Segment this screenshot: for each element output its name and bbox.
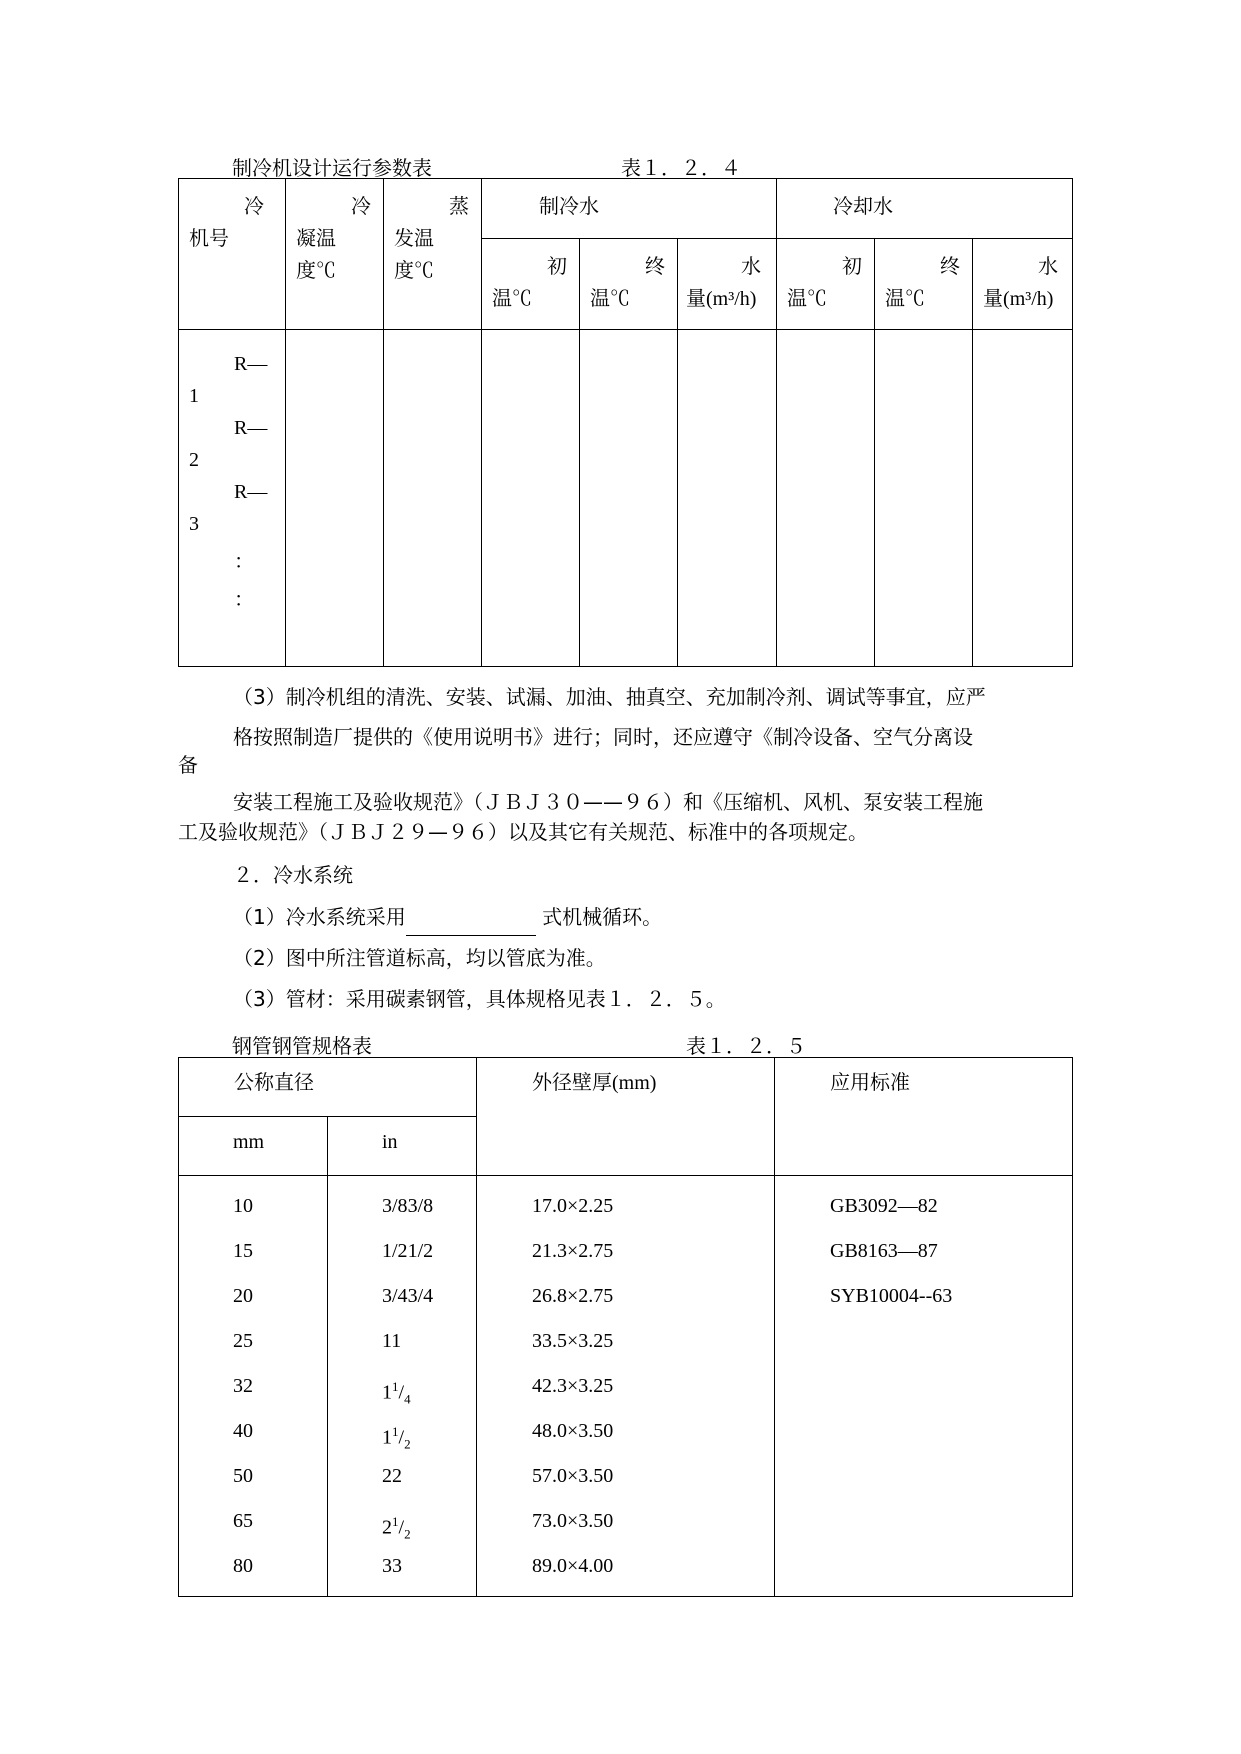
chilled-flow-cell — [678, 330, 777, 667]
unit-row: R— 3 — [189, 481, 268, 535]
mm-value: 20 — [233, 1285, 253, 1307]
header-in: in — [328, 1117, 477, 1176]
standard-column — [775, 1176, 1073, 1597]
mm-value: 32 — [233, 1375, 253, 1397]
mm-value: 50 — [233, 1465, 253, 1487]
od-value: 17.0×2.25 — [532, 1195, 614, 1217]
cooling-inlet-cell — [777, 330, 875, 667]
mm-value: 40 — [233, 1420, 253, 1442]
header-condensing-temp: 冷 凝温 度℃ — [286, 179, 384, 330]
steel-pipe-spec-table — [178, 1057, 1073, 1597]
inch-column — [328, 1176, 477, 1597]
header-cooling-water: 冷却水 — [777, 179, 1073, 239]
paragraph-standards: 安装工程施工及验收规范》（ＪＢＪ３０——９６）和《压缩机、风机、泵安装工程施 工及验收规范》（ＪＢＪ２９—９６）以及其它有关规范、标准中的各项规定。 — [178, 790, 983, 844]
od-value: 57.0×3.50 — [532, 1465, 614, 1487]
unit-row: R— 2 — [189, 417, 268, 471]
item-material: （3）管材：采用碳素钢管，具体规格见表１．２．５。 — [233, 987, 726, 1011]
header-outer-diameter-wall: 外径壁厚(mm) — [477, 1058, 775, 1176]
od-value: 21.3×2.75 — [532, 1240, 614, 1262]
mm-value: 10 — [233, 1195, 253, 1217]
inch-value: 3/83/8 — [382, 1195, 434, 1217]
header-cooling-outlet-temp: 终 温℃ — [875, 239, 973, 330]
unit-number-column — [179, 330, 286, 667]
unit-row: ： — [234, 551, 254, 573]
mm-value: 15 — [233, 1240, 253, 1262]
header-nominal-diameter: 公称直径 — [179, 1058, 477, 1117]
item-elevation: （2）图中所注管道标高，均以管底为准。 — [233, 946, 606, 970]
table2-caption: 钢管钢管规格表 — [232, 1034, 372, 1058]
unit-row: ： — [234, 589, 254, 611]
header-mm: mm — [179, 1117, 328, 1176]
table1-caption: 制冷机设计运行参数表 — [232, 156, 432, 180]
blank-fill-line — [406, 913, 536, 936]
inch-value: $1^1/_2$ — [382, 1424, 411, 1452]
mm-value: 25 — [233, 1330, 253, 1352]
od-value: 26.8×2.75 — [532, 1285, 614, 1307]
header-applied-standard: 应用标准 — [775, 1058, 1073, 1176]
header-chilled-water: 制冷水 — [482, 179, 777, 239]
od-value: 89.0×4.00 — [532, 1555, 614, 1577]
od-value: 33.5×3.25 — [532, 1330, 614, 1352]
inch-value: 1/21/2 — [382, 1240, 434, 1262]
header-cooling-flow: 水 量(m³/h) — [973, 239, 1073, 330]
header-chilled-flow: 水 量(m³/h) — [678, 239, 777, 330]
mm-value: 80 — [233, 1555, 253, 1577]
inch-value: $2^1/_2$ — [382, 1514, 411, 1542]
od-value: 42.3×3.25 — [532, 1375, 614, 1397]
inch-value: 11 — [382, 1330, 402, 1352]
od-value: 73.0×3.50 — [532, 1510, 614, 1532]
header-evaporating-temp: 蒸 发温 度℃ — [384, 179, 482, 330]
section-heading-chilled-water: ２．冷水系统 — [233, 863, 353, 887]
header-cooling-inlet-temp: 初 温℃ — [777, 239, 875, 330]
od-value: 48.0×3.50 — [532, 1420, 614, 1442]
cooling-outlet-cell — [875, 330, 973, 667]
item-circulation: （1）冷水系统采用 式机械循环。 — [178, 898, 1133, 936]
chilled-outlet-cell — [580, 330, 678, 667]
unit-row: R— 1 — [189, 353, 268, 407]
table2-number: 表１．２．５ — [686, 1034, 806, 1058]
header-unit-number: 冷 机号 — [179, 179, 286, 330]
standard-value: GB8163—87 — [830, 1240, 938, 1262]
chilled-inlet-cell — [482, 330, 580, 667]
cooling-flow-cell — [973, 330, 1073, 667]
chiller-parameters-table — [178, 178, 1073, 667]
paragraph-installation-end: 备 — [178, 753, 198, 777]
header-chilled-outlet-temp: 终 温℃ — [580, 239, 678, 330]
inch-value: $1^1/_4$ — [382, 1379, 411, 1407]
standard-value: GB3092—82 — [830, 1195, 938, 1217]
mm-column — [179, 1176, 328, 1597]
condensing-temp-cell — [286, 330, 384, 667]
table1-number: 表１．２．４ — [621, 156, 741, 180]
standard-value: SYB10004--63 — [830, 1285, 953, 1307]
header-chilled-inlet-temp: 初 温℃ — [482, 239, 580, 330]
inch-value: 3/43/4 — [382, 1285, 434, 1307]
evaporating-temp-cell — [384, 330, 482, 667]
outer-diameter-column — [477, 1176, 775, 1597]
paragraph-installation: （3）制冷机组的清洗、安装、试漏、加油、抽真空、充加制冷剂、调试等事宜，应严 格按照制造厂提供的《使用说明书》进行；同时，还应遵守《制冷设备、空气分离设 — [233, 685, 986, 749]
inch-value: 33 — [382, 1555, 402, 1577]
inch-value: 22 — [382, 1465, 402, 1487]
mm-value: 65 — [233, 1510, 253, 1532]
